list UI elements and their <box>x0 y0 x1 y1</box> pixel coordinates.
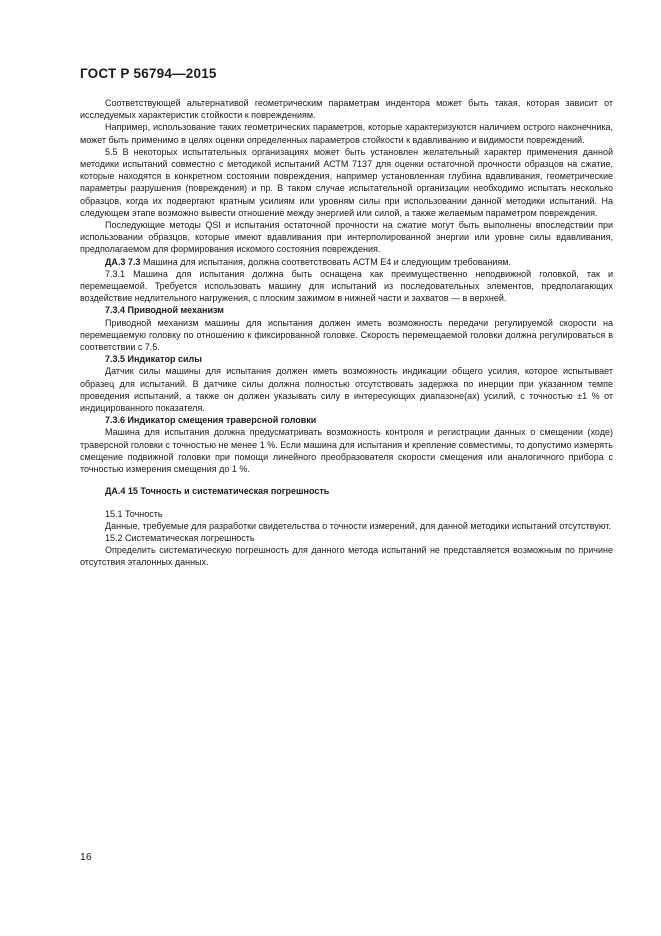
paragraph: Приводной механизм машины для испытания должен иметь возможность передачи регулируемой скорости на перемещаемую головку по отношению к фиксированной головке. Скорость перемещаемой головки должна регулироваться в соответствии с 7.5. <box>80 317 613 353</box>
paragraph: Машина для испытания должна предусматривать возможность контроля и регистрации данных о смещении (ходе) траверсной головки с точностью не менее 1 %. Если машина для испытания и крепление совместимы, то допустимо измерять смещение подвижной головки при помощи линейного преобразователя скорости смещения или аналогичного прибора с точностью измерения смещения до 1 %. <box>80 427 613 475</box>
paragraph: Например, использование таких геометрических параметров, которые характеризуются наличием острого наконечника, может быть применимо в целях оценки определенных параметров стойкости к вдавливанию и видимости повреждений. <box>80 122 613 145</box>
paragraph: Последующие методы QSI и испытания остаточной прочности на сжатие могут быть выполнены впоследствии при использовании образцов, которые имеют вдавливания при интерполированной энергии или уровне силы вдавливания, предполагаемом для формирования искомого состояния повреждения. <box>80 220 613 255</box>
subsection-heading: 15.2 Систематическая погрешность <box>105 532 255 543</box>
appendix-da3-label: ДА.3 7.3 <box>105 256 141 267</box>
subsection-heading: 15.1 Точность <box>105 508 163 519</box>
paragraph: Данные, требуемые для разработки свидетельства о точности измерений, для данной методики испытаний отсутствуют. <box>105 520 612 531</box>
paragraph: Датчик силы машины для испытания должен иметь возможность индикации общего усилия, которое испытывает образец для испытаний. В датчике силы должна полностью отсутствовать задержка по инерции при указанном темпе проведения испытаний, а также он должен указывать силу в интересующих диапазоне(ах) усилий, с точностью ±1 % от индицированного показателя. <box>80 366 613 414</box>
section-heading: 7.3.4 Приводной механизм <box>105 305 224 316</box>
paragraph: Соответствующей альтернативой геометрическим параметрам индентора может быть такая, которая зависит от исследуемых характеристик стойкости к повреждениям. <box>80 98 613 121</box>
appendix-da4-heading: ДА.4 15 Точность и систематическая погрешность <box>105 486 330 497</box>
section-heading: 7.3.5 Индикатор силы <box>105 354 202 365</box>
paragraph: 5.5 В некоторых испытательных организациях может быть установлен желательный характер применения данной методики испытаний совместно с методикой испытаний АСТМ 7137 для оценки остаточной прочности образцов на сжатие, которые находятся в конкретном состоянии повреждения, например установленная глубина вдавливания, геометрические параметры разрушения (повреждения) и пр. В таком случае испытательной организации необходимо испытать несколько образцов, когда их подвергают кратным усилиям или уровням силы при использовании данной методики испытаний. На следующем этапе возможно вывести отношение между энергией или силой, а также желаемым параметром повреждения. <box>80 146 613 218</box>
paragraph: Определить систематическую погрешность для данного метода испытаний не представляется возможным по причине отсутствия эталонных данных. <box>80 545 613 568</box>
page-number: 16 <box>80 851 92 863</box>
document-header: ГОСТ Р 56794—2015 <box>80 66 217 81</box>
appendix-da3 <box>80 256 613 268</box>
appendix-da3-text: Машина для испытания, должна соответствовать АСТМ Е4 и следующим требованиям. <box>142 256 511 267</box>
document-body <box>80 97 613 569</box>
section-heading: 7.3.6 Индикатор смещения траверсной головки <box>105 415 317 426</box>
paragraph: 7.3.1 Машина для испытания должна быть оснащена как преимущественно неподвижной головкой, так и перемещаемой. Требуется использовать машину для испытаний из последовательных элементов, предполагающих воздействие недлительного нагружения, с плоским зажимом в нижней части и захватов — в верхней. <box>80 268 613 304</box>
